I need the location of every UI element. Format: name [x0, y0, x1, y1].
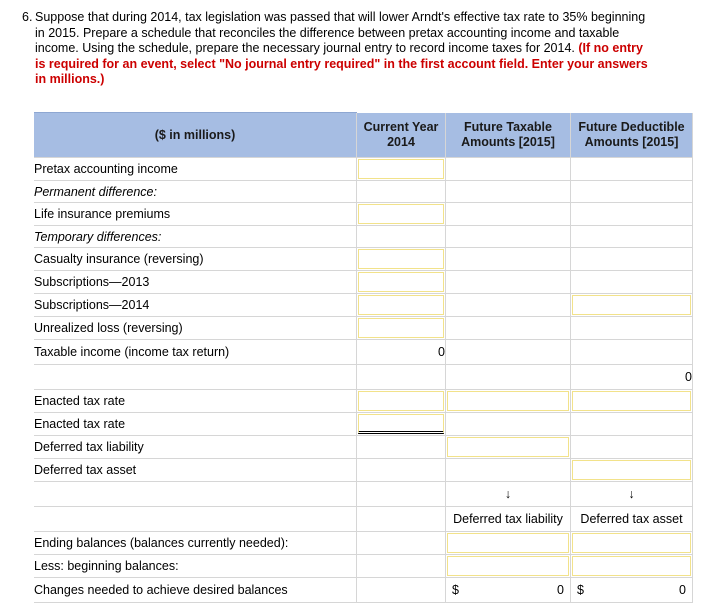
table-row	[34, 459, 693, 482]
row-label-taxable-income: Taxable income (income tax return)	[34, 340, 357, 365]
income-tax-payable-input[interactable]	[358, 414, 444, 434]
table-header	[34, 113, 693, 158]
row-label-deferred-tax-liability: Deferred tax liability	[34, 436, 357, 459]
taxable-income-current-value: 0	[357, 340, 446, 365]
table-row	[34, 482, 693, 507]
table-row	[34, 390, 693, 413]
deferred-tax-asset-input[interactable]	[572, 460, 691, 480]
beginning-balance-dtl-input[interactable]	[447, 556, 569, 576]
table-row	[34, 203, 693, 226]
table-row	[34, 294, 693, 317]
deferred-tax-liability-input[interactable]	[447, 437, 569, 457]
row-label-enacted-tax-rate-header: Enacted tax rate	[34, 390, 357, 413]
table-row	[34, 181, 693, 203]
future-deductible-total-value: 0	[571, 365, 693, 390]
pretax-current-input[interactable]	[358, 159, 444, 179]
enacted-rate-taxable-input[interactable]	[447, 391, 569, 411]
row-label-changes-needed: Changes needed to achieve desired balances	[34, 578, 357, 603]
header-future-deductible: Future Deductible Amounts [2015]	[571, 113, 693, 158]
table-row	[34, 365, 693, 390]
row-label-enacted-tax-rate: Enacted tax rate	[34, 413, 357, 436]
question-text	[22, 10, 652, 88]
dollar-sign: $	[452, 583, 459, 597]
table-row	[34, 532, 693, 555]
deferred-tax-liability-label: Deferred tax liability	[446, 507, 571, 532]
row-label-beginning-balances: Less: beginning balances:	[34, 555, 357, 578]
row-label-unrealized-loss: Unrealized loss (reversing)	[34, 317, 357, 340]
changes-dta-value: 0	[679, 583, 686, 597]
down-arrow-icon: ↓	[446, 482, 571, 507]
row-label-deferred-tax-asset: Deferred tax asset	[34, 459, 357, 482]
enacted-rate-deductible-input[interactable]	[572, 391, 691, 411]
row-label-life-insurance: Life insurance premiums	[34, 203, 357, 226]
changes-dtl-value: 0	[557, 583, 564, 597]
deferred-tax-asset-label: Deferred tax asset	[571, 507, 693, 532]
subscriptions-2014-current-input[interactable]	[358, 295, 444, 315]
table-row	[34, 507, 693, 532]
header-future-taxable: Future Taxable Amounts [2015]	[446, 113, 571, 158]
subscriptions-2014-deductible-input[interactable]	[572, 295, 691, 315]
table-row	[34, 340, 693, 365]
row-label-permanent: Permanent difference:	[34, 181, 357, 203]
beginning-balance-dta-input[interactable]	[572, 556, 691, 576]
table-row	[34, 271, 693, 294]
table-row	[34, 555, 693, 578]
unrealized-loss-current-input[interactable]	[358, 318, 444, 338]
ending-balance-dta-input[interactable]	[572, 533, 691, 553]
subscriptions-2013-current-input[interactable]	[358, 272, 444, 292]
question-number: 6.	[22, 10, 33, 24]
enacted-rate-current-input[interactable]	[358, 391, 444, 411]
row-label-ending-balances: Ending balances (balances currently needed):	[34, 532, 357, 555]
table-row	[34, 317, 693, 340]
question-body: Suppose that during 2014, tax legislation was passed that will lower Arndt's effective tax rate to 35% beginning in 2015. Prepare a schedule that reconciles the difference between pretax accounting income and taxable income. Using the schedule, prepare the necessary journal entry to record income taxes for 2014.	[35, 10, 646, 55]
table-row	[34, 158, 693, 181]
row-label-casualty: Casualty insurance (reversing)	[34, 248, 357, 271]
table-row	[34, 413, 693, 436]
life-insurance-current-input[interactable]	[358, 204, 444, 224]
row-label-subscriptions-2014: Subscriptions—2014	[34, 294, 357, 317]
casualty-current-input[interactable]	[358, 249, 444, 269]
header-current-year: Current Year 2014	[357, 113, 446, 158]
table-row	[34, 436, 693, 459]
ending-balance-dtl-input[interactable]	[447, 533, 569, 553]
question-instruction: (If no entry is required for an event, select "No journal entry required" in the first account field. Enter your answers in millions.)	[35, 41, 648, 86]
table-row	[34, 248, 693, 271]
table-row	[34, 226, 693, 248]
dollar-sign: $	[577, 583, 584, 597]
header-millions: ($ in millions)	[34, 113, 357, 158]
row-label-pretax: Pretax accounting income	[34, 158, 357, 181]
table-row	[34, 578, 693, 603]
down-arrow-icon: ↓	[571, 482, 693, 507]
row-label-subscriptions-2013: Subscriptions—2013	[34, 271, 357, 294]
reconciliation-schedule	[34, 112, 693, 603]
row-label-temporary: Temporary differences:	[34, 226, 357, 248]
